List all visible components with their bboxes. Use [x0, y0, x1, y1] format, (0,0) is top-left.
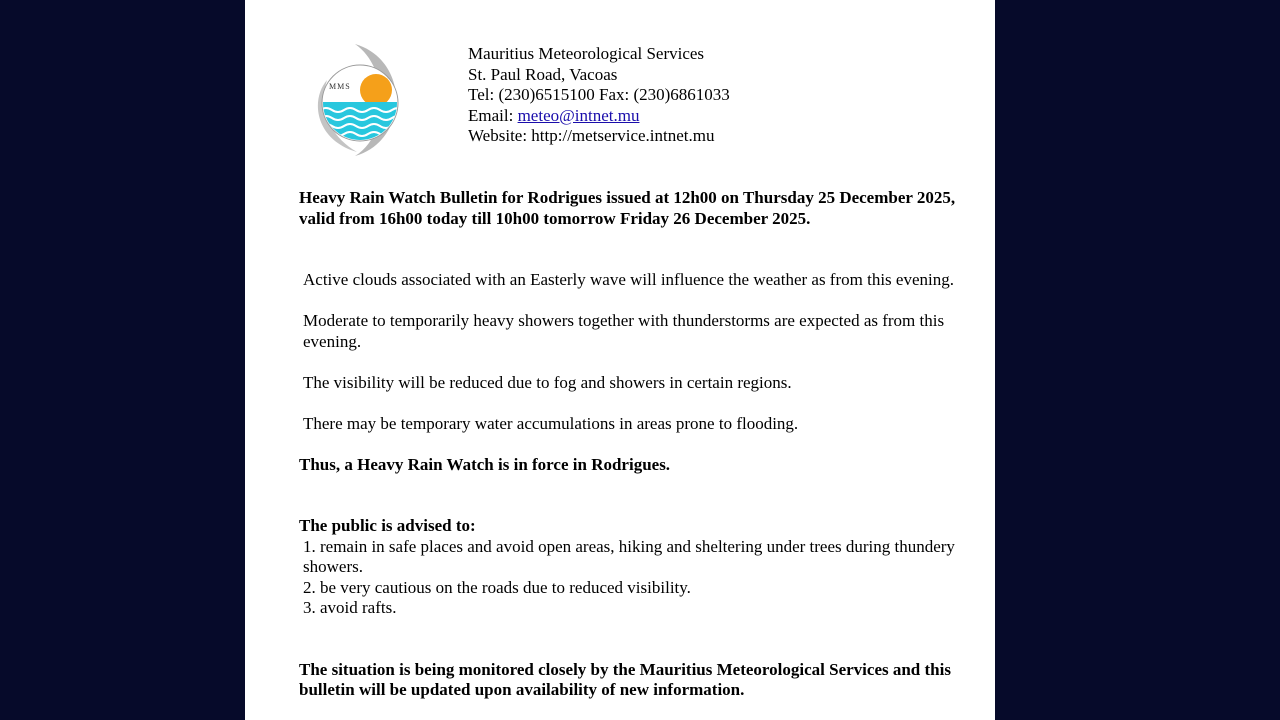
email-label: Email:	[468, 105, 518, 125]
letterhead	[468, 44, 968, 147]
bulletin-paragraph: Moderate to temporarily heavy showers together with thunderstorms are expected as from this evening.	[303, 311, 945, 351]
email-link[interactable]: meteo@intnet.mu	[517, 105, 640, 125]
advice-item: 3. avoid rafts.	[303, 598, 397, 617]
bulletin-paragraph: The visibility will be reduced due to fog and showers in certain regions.	[303, 372, 792, 392]
bulletin-paragraph: There may be temporary water accumulations in areas prone to flooding.	[303, 413, 799, 433]
bulletin-body	[299, 188, 989, 701]
advice-item: 2. be very cautious on the roads due to reduced visibility.	[303, 577, 691, 597]
org-name: Mauritius Meteorological Services	[468, 44, 705, 63]
bulletin-title: Heavy Rain Watch Bulletin for Rodrigues issued at 12h00 on Thursday 25 December 2025, valid from 16h00 today till 10h00 tomorrow Friday 26 December 2025.	[299, 188, 956, 228]
bulletin-paragraph: Active clouds associated with an Easterly wave will influence the weather as from this evening.	[303, 270, 954, 289]
closing-statement: The situation is being monitored closely by the Mauritius Meteorological Services and this bulletin will be updated upon availability of new information.	[299, 659, 951, 699]
advice-item: 1. remain in safe places and avoid open areas, hiking and sheltering under trees during thundery showers.	[303, 536, 955, 576]
org-website: Website: http://metservice.intnet.mu	[468, 126, 715, 145]
watch-statement: Thus, a Heavy Rain Watch is in force in Rodrigues.	[299, 454, 671, 474]
mms-logo	[315, 40, 405, 160]
document-page	[245, 0, 995, 720]
logo-text: MMS	[329, 82, 351, 91]
org-email-line	[468, 106, 968, 127]
advice-heading: The public is advised to:	[299, 516, 476, 535]
org-phone: Tel: (230)6515100 Fax: (230)6861033	[468, 85, 730, 104]
org-address: St. Paul Road, Vacoas	[468, 64, 618, 84]
